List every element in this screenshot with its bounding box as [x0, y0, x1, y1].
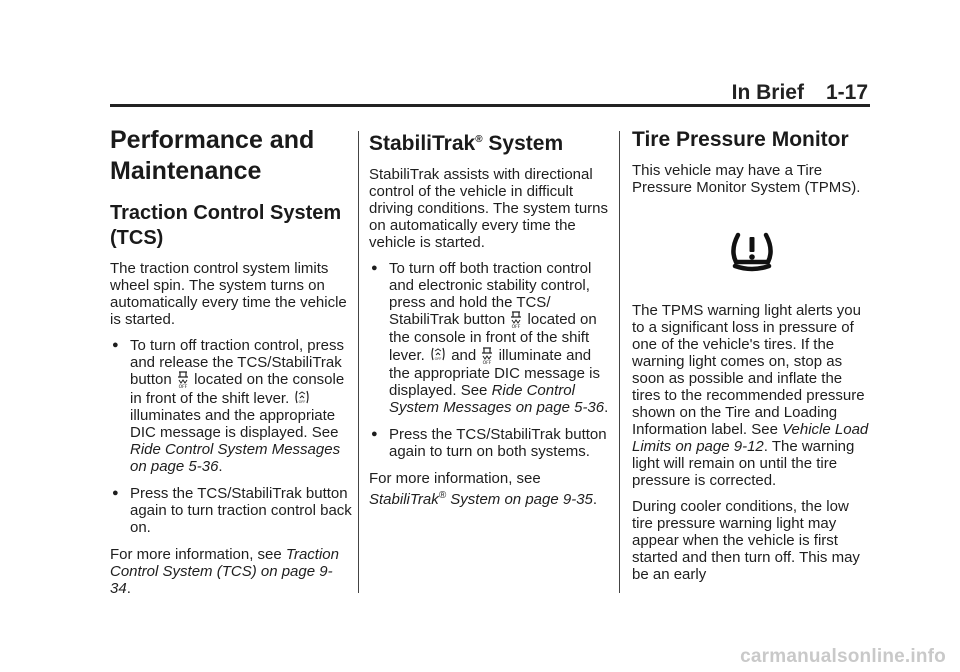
- column-2: [369, 125, 609, 517]
- ride-control-link[interactable]: Ride Control System Messages on page 5-36: [389, 382, 605, 416]
- stabilitrak-link[interactable]: StabiliTrak® System on page 9-35: [369, 490, 593, 508]
- tpms-warning-text: The TPMS warning light alerts you to a significant loss in pressure of one of the vehicle's tires. If the warning light comes on, stop as soon as possible and inflate the tires to the recommended pressure shown on the Tire and Loading Information label. See Vehicle Load Limits on page 9-12. The warning light will remain on until the tire pressure is corrected.: [632, 302, 869, 489]
- header-rule: [110, 104, 870, 107]
- tpms-heading: Tire Pressure Monitor: [632, 128, 849, 151]
- bullet-icon: ●: [371, 428, 378, 440]
- stabilitrak-more-info: For more information, see StabiliTrak® System on page 9-35.: [369, 470, 598, 508]
- tcs-button-icon: [177, 371, 189, 389]
- tpms-intro: This vehicle may have a Tire Pressure Monitor System (TPMS).: [632, 162, 861, 196]
- column-1: [110, 125, 352, 606]
- column-divider-2: [619, 131, 620, 593]
- tpms-warning-icon: [729, 232, 775, 272]
- page-header: [110, 80, 868, 106]
- stabilitrak-bullets: [369, 260, 609, 460]
- ride-control-link[interactable]: Ride Control System Messages on page 5-36: [130, 441, 341, 475]
- bullet-icon: ●: [112, 339, 119, 351]
- traction-off-light-icon: [294, 389, 310, 405]
- tcs-link[interactable]: Traction Control System (TCS) on page 9-34: [110, 546, 339, 597]
- svg-text:OFF: OFF: [299, 400, 306, 404]
- vehicle-load-limits-link[interactable]: Vehicle Load Limits on page 9-12: [632, 421, 869, 455]
- watermark: carmanualsonline.info: [740, 646, 946, 667]
- stabilitrak-heading: StabiliTrak® System: [369, 132, 564, 155]
- svg-text:OFF: OFF: [178, 385, 188, 389]
- stabilitrak-bullet-1: ● To turn off both traction control and electronic stability control, press and hold the TCS/ StabiliTrak button OFF located on the console in front of the shift lever. OFF and OFF illuminate and the appropriate DIC message is displayed. See Ride Control System Messages on page 5-36.: [371, 260, 609, 416]
- section-title: In Brief: [731, 81, 804, 104]
- tcs-bullet-2: ● Press the TCS/StabiliTrak button again to turn traction control back on.: [112, 485, 352, 536]
- traction-off-light-icon: [430, 346, 446, 362]
- page-number: 1-17: [825, 81, 868, 104]
- tpms-cooler-conditions: During cooler conditions, the low tire pressure warning light may appear when the vehicle is first started and then turn off. This may be an early: [632, 498, 860, 583]
- tcs-button-icon: [510, 311, 522, 329]
- column-3: [632, 125, 872, 592]
- bullet-icon: ●: [112, 487, 119, 499]
- chapter-title: Performance and Maintenance: [110, 126, 315, 185]
- tcs-intro: The traction control system limits wheel spin. The system turns on automatically every time the vehicle is started.: [110, 260, 347, 328]
- stabilitrak-off-light-icon: [481, 347, 493, 365]
- stabilitrak-intro: StabiliTrak assists with directional control of the vehicle in difficult driving conditions. The system turns on automatically every time the vehicle is started.: [369, 166, 608, 251]
- tcs-bullet-1: ● To turn off traction control, press and release the TCS/StabiliTrak button OFF located on the console in front of the shift lever. OFF illuminates and the appropriate DIC message is displayed. See Ride Control System Messages on page 5-36.: [112, 337, 345, 475]
- tcs-heading: Traction Control System (TCS): [110, 202, 342, 249]
- svg-text:OFF: OFF: [483, 361, 492, 365]
- tcs-bullets: [110, 337, 352, 536]
- tcs-more-info: For more information, see Traction Control System (TCS) on page 9-34.: [110, 546, 339, 597]
- bullet-icon: ●: [371, 262, 378, 274]
- svg-text:OFF: OFF: [434, 357, 442, 361]
- svg-text:OFF: OFF: [511, 325, 521, 329]
- stabilitrak-bullet-2: ● Press the TCS/StabiliTrak button again to turn on both systems.: [371, 426, 607, 460]
- column-divider-1: [358, 131, 359, 593]
